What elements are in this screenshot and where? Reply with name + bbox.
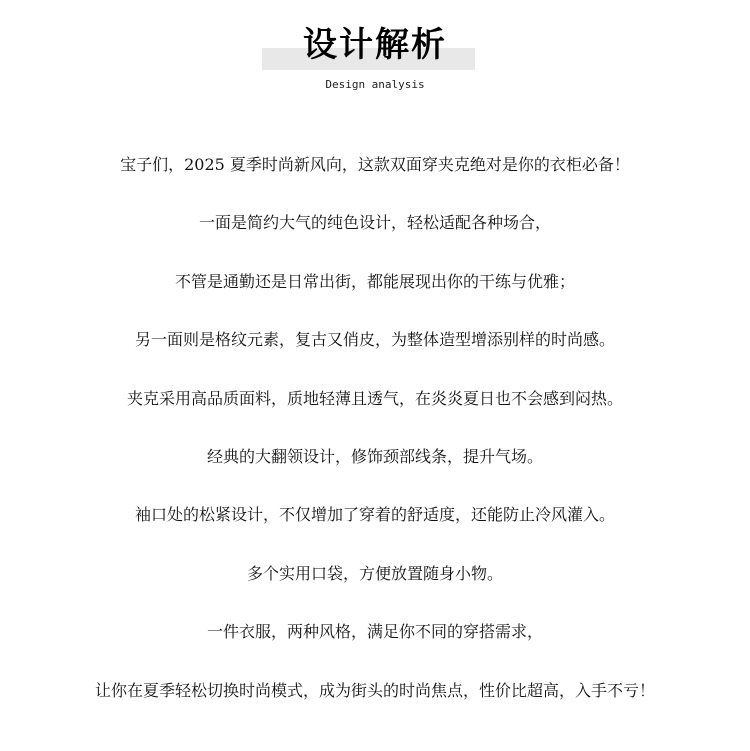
description-line: 袖口处的松紧设计，不仅增加了穿着的舒适度，还能防止冷风灌入。	[134, 505, 615, 525]
description-text	[0, 153, 750, 737]
page-subtitle: Design analysis	[325, 78, 425, 91]
description-line: 经典的大翻领设计，修饰颈部线条，提升气场。	[206, 446, 543, 466]
description-line: 让你在夏季轻松切换时尚模式，成为街头的时尚焦点，性价比超高，入手不亏！	[94, 680, 655, 700]
description-line: 多个实用口袋，方便放置随身小物。	[246, 563, 503, 583]
description-line: 一面是简约大气的纯色设计，轻松适配各种场合，	[198, 213, 551, 233]
description-line: 一件衣服，两种风格，满足你不同的穿搭需求，	[206, 622, 543, 642]
description-line: 夹克采用高品质面料，质地轻薄且透气，在炎炎夏日也不会感到闷热。	[126, 388, 623, 408]
page-title: 设计解析	[303, 25, 447, 65]
description-line: 另一面则是格纹元素，复古又俏皮，为整体造型增添别样的时尚感。	[134, 330, 615, 350]
title-block	[0, 20, 750, 76]
description-line: 宝子们，2025 夏季时尚新风向，这款双面穿夹克绝对是你的衣柜必备！	[120, 155, 630, 174]
description-line: 不管是通勤还是日常出街，都能展现出你的干练与优雅；	[174, 271, 575, 291]
